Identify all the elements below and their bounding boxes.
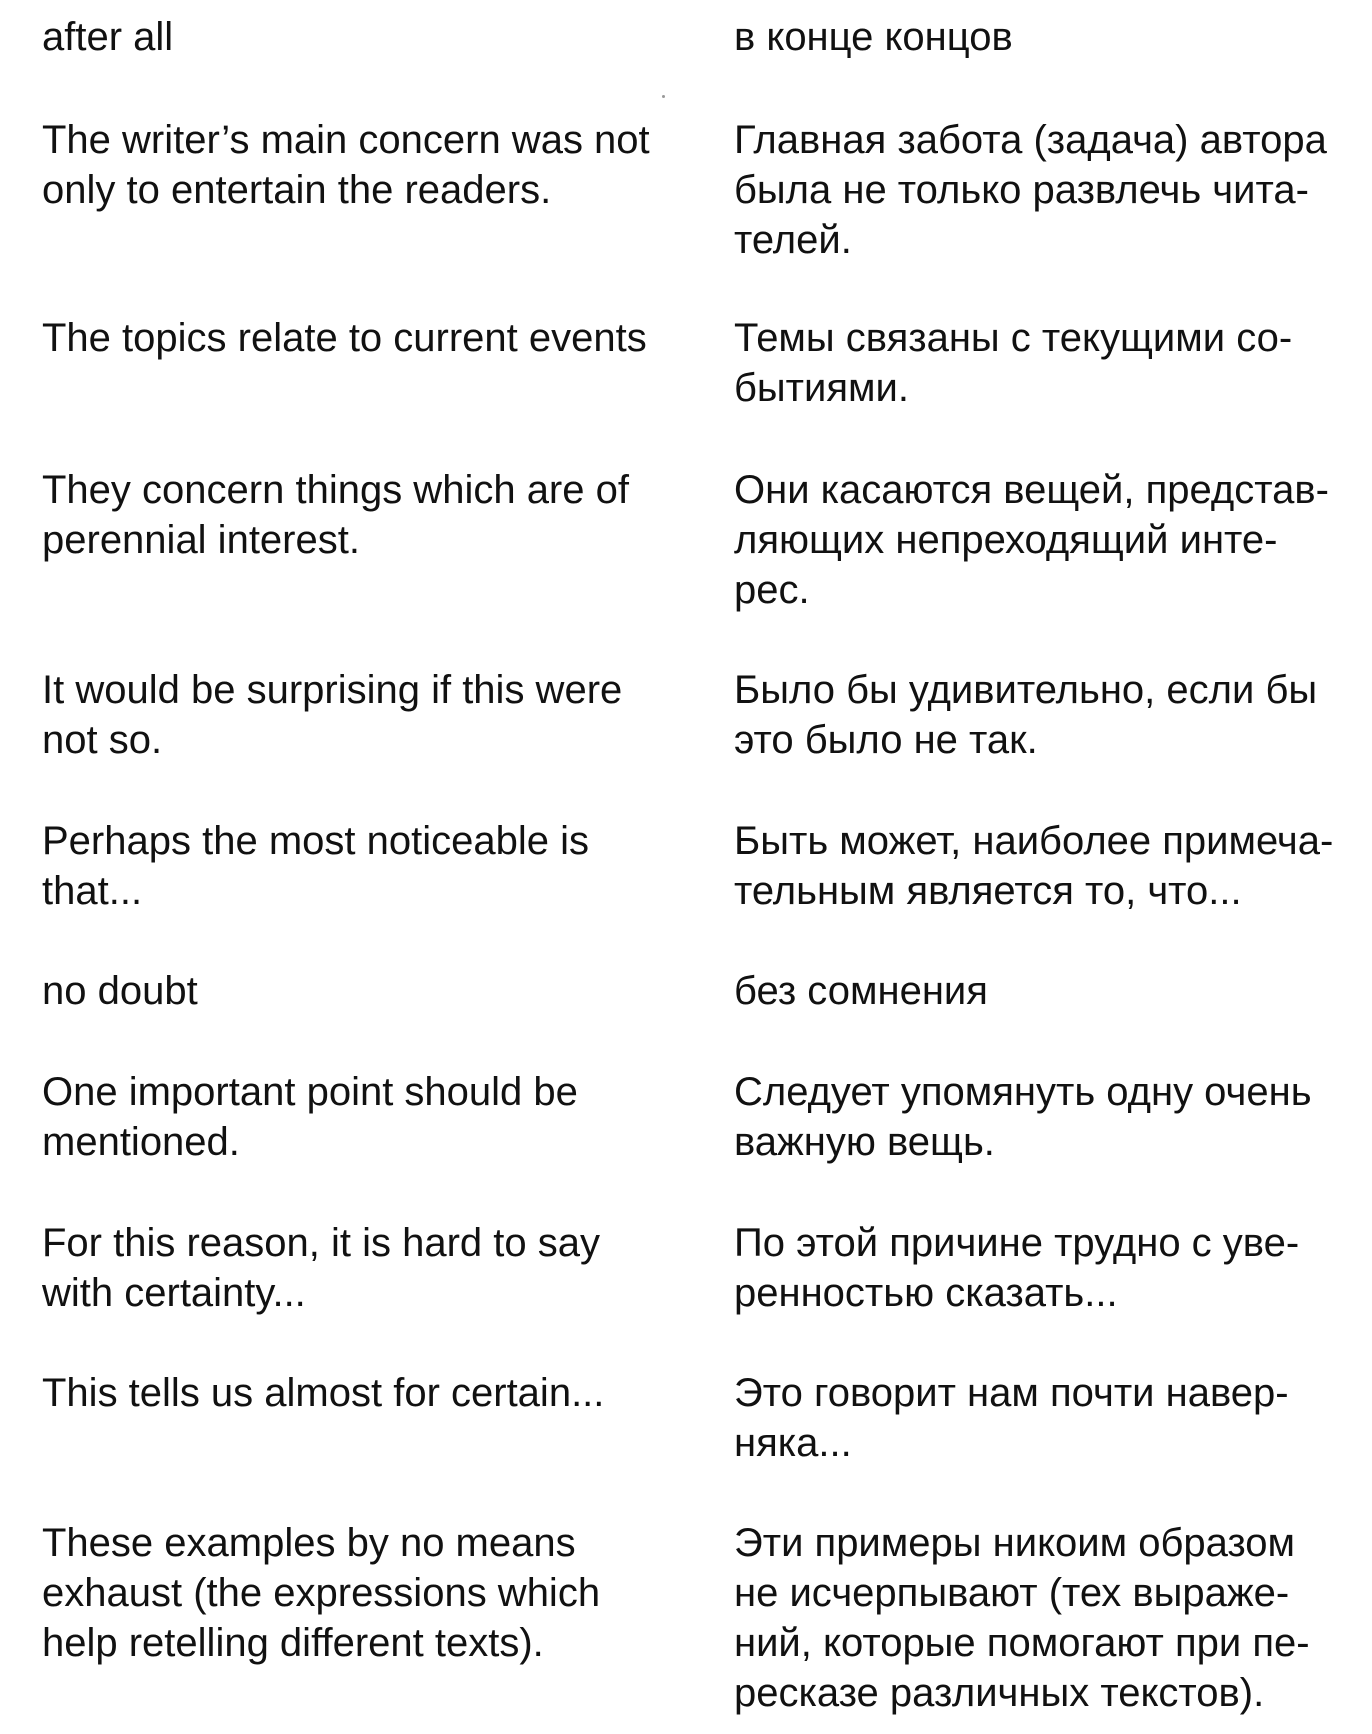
russian-line: Главная забота (задача) автора	[734, 118, 1327, 162]
russian-line: не исчерпывают (тех выраже-	[734, 1571, 1290, 1615]
russian-line: Эти примеры никоим образом	[734, 1521, 1296, 1565]
english-line: It would be surprising if this were	[42, 668, 623, 712]
russian-line: ляющих непреходящий инте-	[734, 518, 1278, 562]
english-line: This tells us almost for certain...	[42, 1371, 605, 1415]
english-phrase	[42, 115, 692, 215]
russian-line: Это говорит нам почти навер-	[734, 1371, 1289, 1415]
russian-translation	[734, 465, 1364, 615]
russian-line: Быть может, наиболее примеча-	[734, 819, 1334, 863]
english-phrase	[42, 313, 692, 363]
english-line: help retelling different texts).	[42, 1621, 544, 1665]
russian-translation	[734, 115, 1364, 265]
russian-translation	[734, 1368, 1364, 1468]
english-phrase	[42, 665, 692, 765]
english-line: not so.	[42, 718, 163, 762]
russian-translation	[734, 12, 1364, 62]
russian-translation	[734, 816, 1364, 916]
russian-line: Темы связаны с текущими со-	[734, 316, 1293, 360]
english-phrase	[42, 966, 692, 1016]
russian-line: Следует упомянуть одну очень	[734, 1070, 1312, 1114]
english-phrase	[42, 1067, 692, 1167]
english-line: For this reason, it is hard to say	[42, 1221, 601, 1265]
russian-translation	[734, 1218, 1364, 1318]
russian-line: рес.	[734, 568, 810, 612]
english-line: Perhaps the most noticeable is	[42, 819, 589, 863]
russian-translation	[734, 1518, 1364, 1718]
russian-line: важную вещь.	[734, 1120, 995, 1164]
english-line: only to entertain the readers.	[42, 168, 552, 212]
russian-translation	[734, 966, 1364, 1016]
english-line: mentioned.	[42, 1120, 240, 1164]
russian-line: это было не так.	[734, 718, 1038, 762]
english-phrase	[42, 1218, 692, 1318]
english-line: The writer’s main concern was not	[42, 118, 650, 162]
english-phrase	[42, 12, 692, 62]
english-line: perennial interest.	[42, 518, 360, 562]
russian-line: По этой причине трудно с уве-	[734, 1221, 1300, 1265]
russian-line: Они касаются вещей, представ-	[734, 468, 1329, 512]
scan-speck	[662, 95, 665, 98]
english-line: with certainty...	[42, 1271, 306, 1315]
english-line: One important point should be	[42, 1070, 578, 1114]
russian-line: Было бы удивительно, если бы	[734, 668, 1318, 712]
english-line: The topics relate to current events	[42, 316, 647, 360]
russian-translation	[734, 313, 1364, 413]
russian-line: телей.	[734, 218, 852, 262]
russian-line: тельным является то, что...	[734, 869, 1242, 913]
russian-line: без сомнения	[734, 969, 988, 1013]
english-phrase	[42, 816, 692, 916]
russian-line: ний, которые помогают при пе-	[734, 1621, 1310, 1665]
english-line: They concern things which are of	[42, 468, 629, 512]
english-phrase	[42, 1518, 692, 1668]
english-line: no doubt	[42, 969, 198, 1013]
english-phrase	[42, 465, 692, 565]
russian-line: в конце концов	[734, 15, 1013, 59]
english-line: that...	[42, 869, 143, 913]
russian-line: бытиями.	[734, 366, 909, 410]
english-phrase	[42, 1368, 692, 1418]
russian-line: ренностью сказать...	[734, 1271, 1118, 1315]
russian-line: няка...	[734, 1421, 852, 1465]
russian-translation	[734, 1067, 1364, 1167]
english-line: These examples by no means	[42, 1521, 576, 1565]
russian-line: была не только развлечь чита-	[734, 168, 1309, 212]
russian-translation	[734, 665, 1364, 765]
english-line: after all	[42, 15, 174, 59]
russian-line: ресказе различных текстов).	[734, 1671, 1265, 1715]
english-line: exhaust (the expressions which	[42, 1571, 601, 1615]
